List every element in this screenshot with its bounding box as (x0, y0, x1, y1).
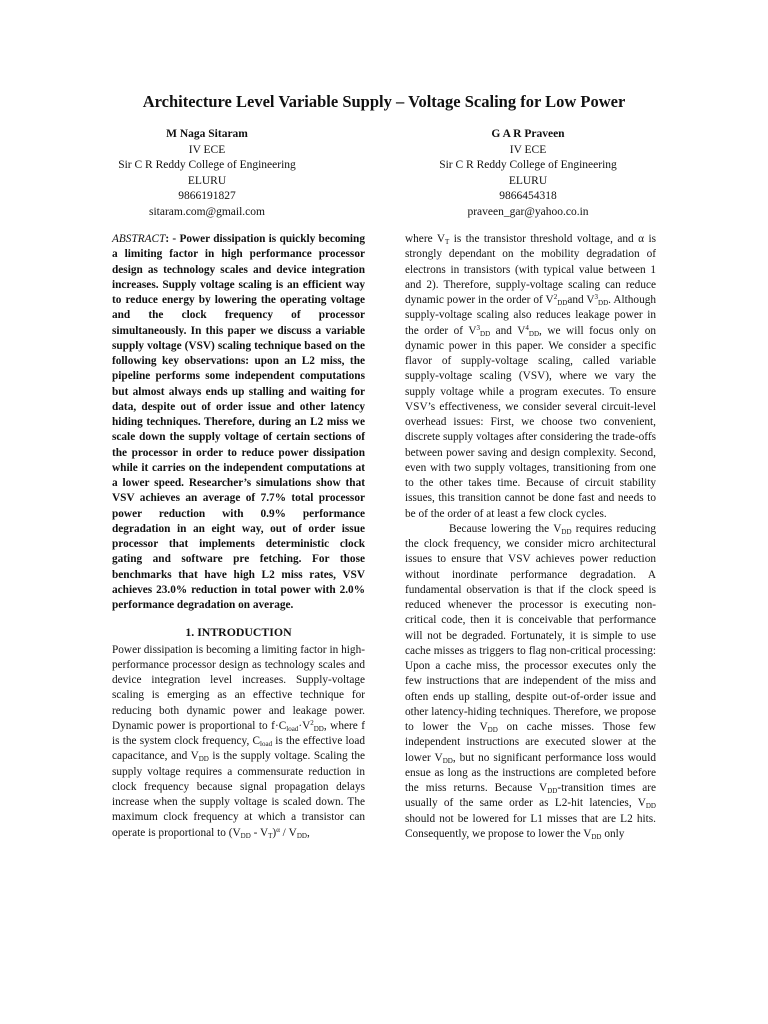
author-college: Sir C R Reddy College of Engineering (439, 159, 617, 172)
author-email: praveen_gar@yahoo.co.in (467, 205, 589, 218)
author-email: sitaram.com@gmail.com (149, 205, 265, 218)
right-column (405, 232, 656, 842)
body-paragraph: Because lowering the $V_{DD}$ requires reducing the clock frequency, we consider micro architectural issues to ensure that VSV achieves power reduction without inordinate performance degradation. A fundamental observation is that if the clock speed is reduced whenever the processor is executing non-critical code, then it is conceivable that performance will not be degraded. Fortunately, it is simple to use cache misses as triggers to flag non-critical processing: Upon a cache miss, the processor executes only the few instructions that are independent of the miss and often ends up stalling, despite out-of-order issue and other latency-hiding techniques. Therefore, we propose to lower the $V_{DD}$ on cache misses. Those few independent instructions are executed slower at the lower $V_{DD}$, but no significant performance loss would ensue as long as the instructions are completed before the miss returns. Because $V_{DD}$-transition times are usually of the same order as L2-hit latencies, $V_{DD}$ should not be lowered for L1 misses that are L2 hits. Consequently, we propose to lower the $V_{DD}$ only (405, 522, 656, 841)
abstract-separator: : - (165, 233, 180, 245)
author-college: Sir C R Reddy College of Engineering (118, 159, 296, 172)
author-city: ELURU (187, 174, 227, 187)
paper-title: Architecture Level Variable Supply – Voltage Scaling for Low Power (142, 92, 626, 111)
author-dept: IV ECE (509, 143, 547, 156)
intro-paragraph: Power dissipation is becoming a limiting factor in high-performance processor design as technology scales and device integration level increases. Supply-voltage scaling is emerging as an effective technique for reducing both dynamic power and leakage power. Dynamic power is proportional to $f\cdot C_{load}\cdot V^2_{DD}$, where f is the system clock frequency, $C_{load}$ is the effective load capacitance, and $V_{DD}$ is the supply voltage. Scaling the supply voltage requires a commensurate reduction in clock frequency because signal propagation delays increase when the supply voltage is scaled down. The maximum clock frequency at which a transistor can operate is proportional to $(V_{DD} - V_T)^\alpha / V_{DD}$, (112, 643, 365, 840)
author-name: M Naga Sitaram (166, 128, 248, 140)
author-phone: 9866454318 (499, 190, 557, 203)
abstract-label: ABSTRACT (112, 233, 166, 245)
abstract-text: Power dissipation is quickly becoming a limiting factor in high performance processor design as technology scales and device integration increases. Supply voltage scaling is an efficient way to reduce energy by lowering the operating voltage and the clock frequency of processor simultaneously. In this paper we discuss a variable supply voltage (VSV) scaling technique based on the following key observations: upon an L2 miss, the pipeline performs some independent computations but almost always ends up stalling and waiting for data, despite out of order issue and other latency hiding techniques. Therefore, during an L2 miss we scale down the supply voltage of certain sections of the processor in order to reduce power dissipation while it carries on the independent computations at a lower speed. Researcher’s simulations show that VSV achieves an average of 7.7% total processor power reduction with 0.9% performance degradation in an eight way, out of order issue processor that implements deterministic clock gating and software pre fetching. For those benchmarks that have high L2 miss rates, VSV achieves 23.0% reduction in total power with 2.0% performance degradation on average. (112, 233, 365, 611)
author-city: ELURU (508, 174, 548, 187)
section-heading: 1. INTRODUCTION (185, 625, 292, 640)
author-dept: IV ECE (188, 143, 226, 156)
author-block-1 (42, 127, 372, 221)
author-block-2 (363, 127, 693, 221)
left-column (112, 232, 365, 841)
author-name: G A R Praveen (491, 128, 565, 140)
abstract (112, 232, 365, 613)
body-paragraph: where $V_T$ is the transistor threshold voltage, and α is strongly dependant on the mobility degradation of electrons in transistors (with typical value between 1 and 2). Therefore, supply-voltage scaling can reduce dynamic power in the order of $V^2_{DD}and$ $V^3_{DD}$. Although supply-voltage scaling also reduces leakage power in the order of $V^3_{DD}$ and $V^4_{DD}$, we will focus only on dynamic power in this paper. We consider a specific flavor of supply-voltage scaling, called variable supply-voltage scaling (VSV), where we vary the supply voltage while a program executes. To ensure VSV’s effectiveness, we consider several circuit-level overhead issues: First, we choose two convenient, discrete supply voltages after considering the trade-offs between power saving and design complexity. Second, even with two supply voltages, transitioning from one to the other takes time. Because of circuit stability issues, this transition cannot be done fast and needs to be of the order of at least a few clock cycles. (405, 233, 657, 520)
author-phone: 9866191827 (178, 190, 236, 203)
